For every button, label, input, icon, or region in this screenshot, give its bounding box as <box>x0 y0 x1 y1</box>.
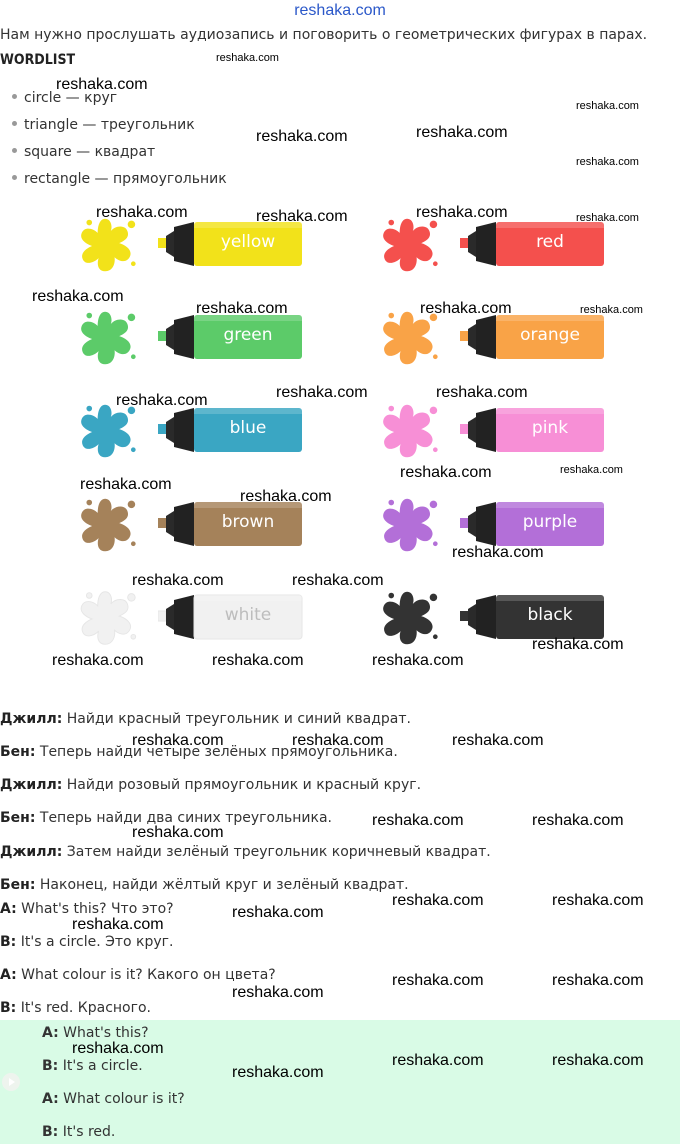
wordlist-item: circle — круг <box>12 90 117 106</box>
wordlist-title: WORDLIST <box>0 52 76 68</box>
watermark: reshaka.com <box>52 652 144 669</box>
watermark: reshaka.com <box>452 544 544 561</box>
marker-label-blue: blue <box>229 418 267 438</box>
paint-splash-pink <box>377 401 443 461</box>
watermark: reshaka.com <box>116 392 208 409</box>
paint-splash-green <box>75 308 141 368</box>
wordlist-item: rectangle — прямоугольник <box>12 171 227 187</box>
watermark: reshaka.com <box>372 652 464 669</box>
dialog-line: A: What's this? <box>42 1025 149 1041</box>
watermark: reshaka.com <box>372 812 464 829</box>
watermark: reshaka.com <box>420 300 512 317</box>
bullet-icon <box>12 175 17 180</box>
watermark: reshaka.com <box>392 972 484 989</box>
audio-play-icon[interactable] <box>2 1073 20 1091</box>
watermark: reshaka.com <box>56 76 148 93</box>
watermark: reshaka.com <box>72 916 164 933</box>
watermark: reshaka.com <box>452 732 544 749</box>
marker-label-red: red <box>536 232 564 252</box>
transcript-line: Джилл: Найди красный треугольник и синий квадрат. <box>0 711 411 727</box>
bullet-icon <box>12 148 17 153</box>
watermark: reshaka.com <box>416 124 508 141</box>
watermark: reshaka.com <box>580 304 643 316</box>
watermark: reshaka.com <box>232 984 324 1001</box>
watermark: reshaka.com <box>576 212 639 224</box>
intro-text: Нам нужно прослушать аудиозапись и поговорить о геометрических фигурах в парах. <box>0 27 648 43</box>
watermark: reshaka.com <box>132 572 224 589</box>
watermark: reshaka.com <box>552 972 644 989</box>
watermark: reshaka.com <box>392 1052 484 1069</box>
dialog-line: B: It's red. <box>42 1124 116 1140</box>
watermark: reshaka.com <box>256 128 348 145</box>
transcript-line: Бен: Теперь найди четыре зелёных прямоугольника. <box>0 744 398 760</box>
wordlist-item: triangle — треугольник <box>12 117 195 133</box>
transcript-line: Джилл: Найди розовый прямоугольник и красный круг. <box>0 777 422 793</box>
watermark: reshaka.com <box>196 300 288 317</box>
paint-splash-blue <box>75 401 141 461</box>
paint-splash-yellow <box>75 215 141 275</box>
watermark: reshaka.com <box>560 464 623 476</box>
dialog-line: B: It's a circle. <box>42 1058 143 1074</box>
watermark: reshaka.com <box>132 824 224 841</box>
marker-label-brown: brown <box>221 512 275 532</box>
marker-label-pink: pink <box>531 418 569 438</box>
watermark: reshaka.com <box>436 384 528 401</box>
watermark: reshaka.com <box>232 1064 324 1081</box>
watermark: reshaka.com <box>576 156 639 168</box>
watermark: reshaka.com <box>552 892 644 909</box>
marker-label-white: white <box>224 605 272 625</box>
qa-line: A: What's this? Что это? <box>0 901 174 917</box>
watermark: reshaka.com <box>292 732 384 749</box>
watermark: reshaka.com <box>232 904 324 921</box>
watermark: reshaka.com <box>552 1052 644 1069</box>
marker-label-orange: orange <box>520 325 580 345</box>
marker-label-purple: purple <box>522 512 578 532</box>
site-brand[interactable]: reshaka.com <box>294 2 386 19</box>
watermark: reshaka.com <box>32 288 124 305</box>
watermark: reshaka.com <box>240 488 332 505</box>
bullet-icon <box>12 121 17 126</box>
transcript-line: Бен: Теперь найди два синих треугольника. <box>0 810 333 826</box>
bullet-icon <box>12 94 17 99</box>
paint-splash-white <box>75 588 141 648</box>
watermark: reshaka.com <box>416 204 508 221</box>
dialog-line: A: What colour is it? <box>42 1091 185 1107</box>
paint-splash-brown <box>75 495 141 555</box>
watermark: reshaka.com <box>212 652 304 669</box>
transcript-line: Бен: Наконец, найди жёлтый круг и зелёный квадрат. <box>0 877 409 893</box>
watermark: reshaka.com <box>256 208 348 225</box>
marker-label-green: green <box>223 325 273 345</box>
qa-line: B: It's a circle. Это круг. <box>0 934 174 950</box>
watermark: reshaka.com <box>292 572 384 589</box>
paint-splash-purple <box>377 495 443 555</box>
watermark: reshaka.com <box>532 636 624 653</box>
watermark: reshaka.com <box>216 52 279 64</box>
wordlist-item: square — квадрат <box>12 144 155 160</box>
watermark: reshaka.com <box>96 204 188 221</box>
watermark: reshaka.com <box>400 464 492 481</box>
watermark: reshaka.com <box>80 476 172 493</box>
watermark: reshaka.com <box>132 732 224 749</box>
qa-line: A: What colour is it? Какого он цвета? <box>0 967 276 983</box>
marker-label-black: black <box>527 605 573 625</box>
marker-label-yellow: yellow <box>220 232 276 252</box>
watermark: reshaka.com <box>72 1040 164 1057</box>
watermark: reshaka.com <box>576 100 639 112</box>
watermark: reshaka.com <box>392 892 484 909</box>
watermark: reshaka.com <box>532 812 624 829</box>
qa-line: B: It's red. Красного. <box>0 1000 151 1016</box>
transcript-line: Джилл: Затем найди зелёный треугольник коричневый квадрат. <box>0 844 491 860</box>
paint-splash-black <box>377 588 443 648</box>
watermark: reshaka.com <box>276 384 368 401</box>
paint-splash-red <box>377 215 443 275</box>
